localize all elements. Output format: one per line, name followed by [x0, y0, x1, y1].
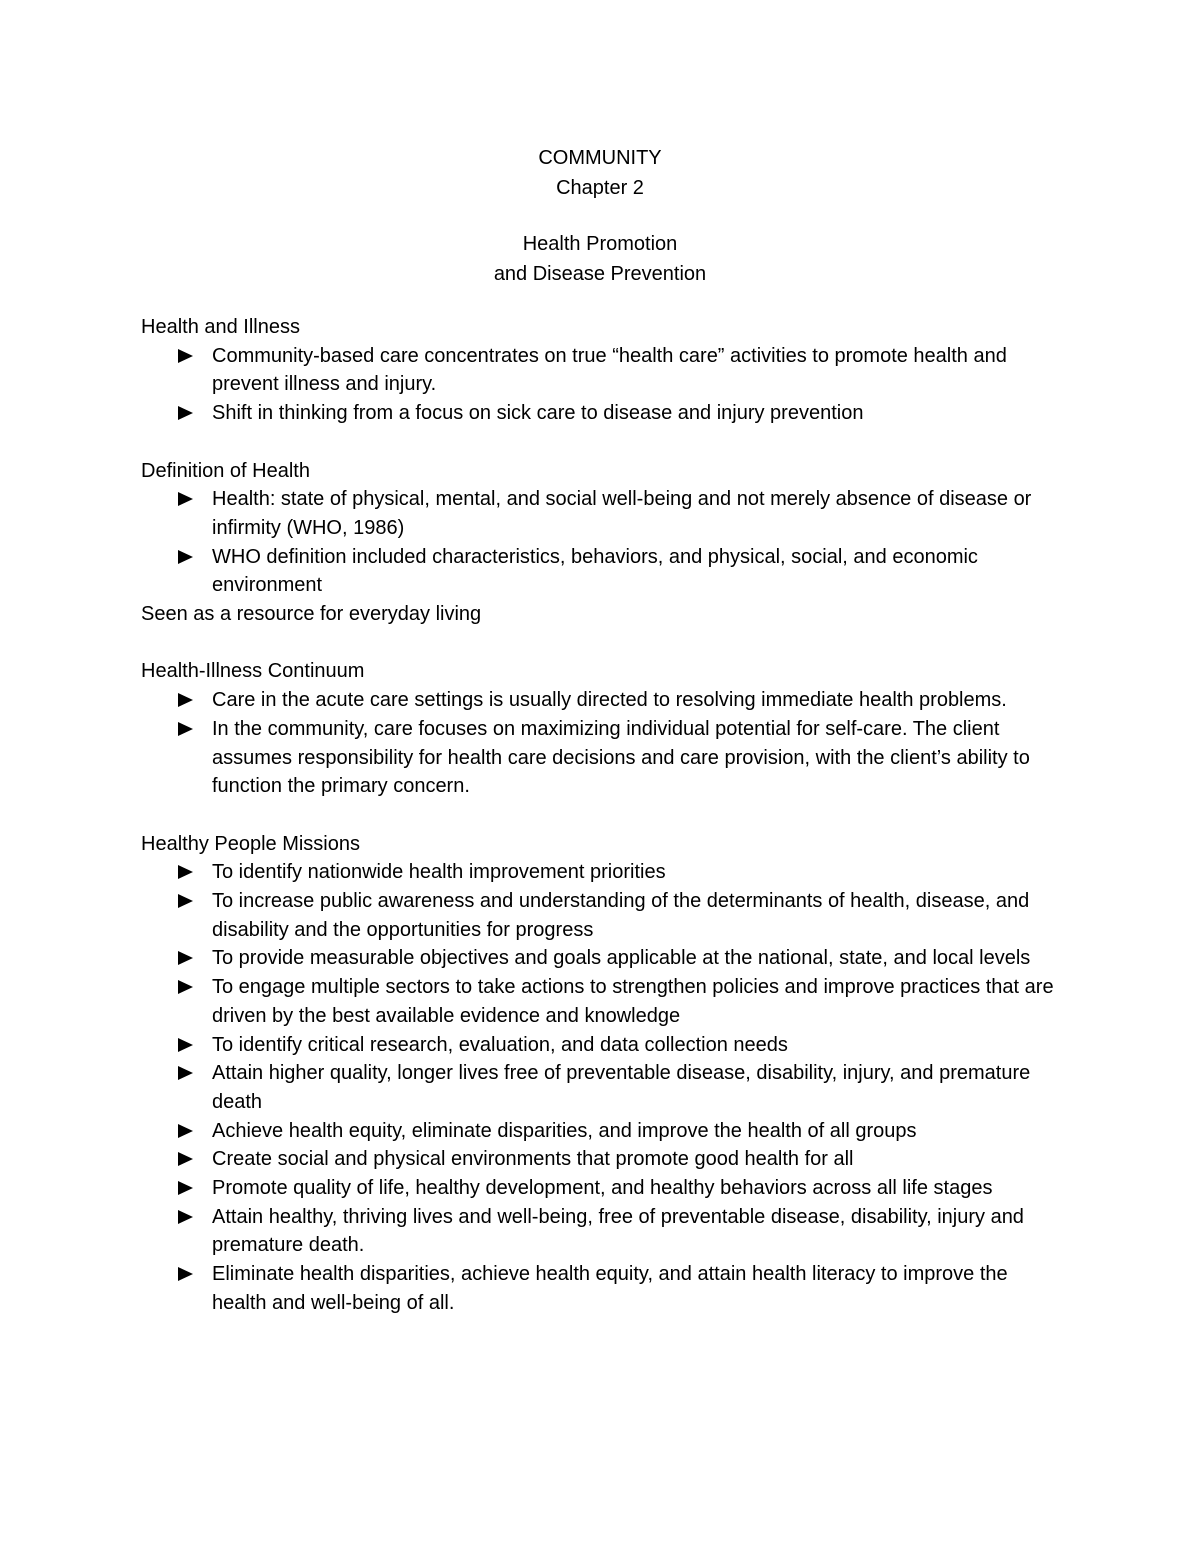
- list-item-text: Create social and physical environments that promote good health for all: [212, 1148, 854, 1171]
- list-item: [141, 858, 1066, 887]
- list-item-text: To identify nationwide health improvement priorities: [212, 861, 666, 884]
- document-title: COMMUNITY: [538, 147, 662, 169]
- arrow-bullet-icon: [178, 349, 193, 363]
- list-item: [141, 1031, 1066, 1060]
- arrow-bullet-icon: [178, 1181, 193, 1195]
- arrow-bullet-icon: [178, 894, 193, 908]
- arrow-bullet-icon: [178, 492, 193, 506]
- chapter-title-line-1: Health Promotion: [522, 233, 678, 255]
- chapter-title-line-2: and Disease Prevention: [493, 263, 707, 285]
- section-health-and-illness: [141, 313, 1066, 428]
- list-item: [141, 1203, 1066, 1260]
- arrow-bullet-icon: [178, 1066, 193, 1080]
- bullet-list: [141, 858, 1066, 1317]
- arrow-bullet-icon: [178, 1267, 193, 1281]
- list-item: [141, 485, 1066, 542]
- title-spacer: [0, 203, 1200, 229]
- list-item-text: To increase public awareness and understanding of the determinants of health, disease, and disability and the opportunities for progress: [212, 890, 1030, 941]
- list-item: [141, 973, 1066, 1030]
- list-item: [141, 1260, 1066, 1317]
- bullet-list: [141, 485, 1066, 600]
- chapter-label: Chapter 2: [556, 177, 644, 199]
- list-item-text: Attain healthy, thriving lives and well-being, free of preventable disease, disability, injury and premature death.: [212, 1205, 1024, 1257]
- section-heading: Healthy People Missions: [141, 832, 360, 855]
- list-item-text: Community-based care concentrates on true “health care” activities to promote health and prevent illness and injury.: [212, 344, 1007, 396]
- list-item: [141, 1145, 1066, 1174]
- document-title-block: [0, 143, 1200, 289]
- list-item-text: To provide measurable objectives and goals applicable at the national, state, and local levels: [212, 947, 1031, 970]
- section-heading: Health-Illness Continuum: [141, 660, 365, 683]
- list-item-text: Health: state of physical, mental, and social well-being and not merely absence of disease or infirmity (WHO, 1986): [212, 488, 1032, 539]
- section-health-illness-continuum: [141, 657, 1066, 801]
- section-note: Seen as a resource for everyday living: [141, 603, 482, 626]
- section-healthy-people-missions: [141, 830, 1066, 1318]
- arrow-bullet-icon: [178, 951, 193, 965]
- list-item-text: In the community, care focuses on maximizing individual potential for self-care. The client assumes responsibility for health care decisions and care provision, with the client’s ability to function the primary concern.: [212, 717, 1030, 798]
- bullet-list: [141, 686, 1066, 801]
- section-definition-of-health: [141, 457, 1066, 629]
- bullet-list: [141, 342, 1066, 428]
- section-heading: Health and Illness: [141, 316, 300, 338]
- list-item: [141, 944, 1066, 973]
- section-heading: Definition of Health: [141, 459, 310, 482]
- list-item-text: Shift in thinking from a focus on sick care to disease and injury prevention: [212, 402, 864, 425]
- arrow-bullet-icon: [178, 865, 193, 879]
- arrow-bullet-icon: [178, 406, 193, 420]
- document-body: [141, 313, 1066, 1318]
- arrow-bullet-icon: [178, 693, 193, 707]
- list-item-text: Achieve health equity, eliminate disparities, and improve the health of all groups: [212, 1119, 917, 1142]
- arrow-bullet-icon: [178, 722, 193, 736]
- list-item: [141, 1117, 1066, 1146]
- list-item-text: To identify critical research, evaluation, and data collection needs: [212, 1033, 788, 1056]
- arrow-bullet-icon: [178, 1152, 193, 1166]
- arrow-bullet-icon: [178, 1210, 193, 1224]
- list-item-text: To engage multiple sectors to take actions to strengthen policies and improve practices that are driven by the best available evidence and knowledge: [212, 976, 1054, 1027]
- list-item: [141, 686, 1066, 715]
- list-item: [141, 887, 1066, 944]
- list-item: [141, 543, 1066, 600]
- list-item-text: WHO definition included characteristics, behaviors, and physical, social, and economic environment: [212, 545, 978, 597]
- list-item: [141, 715, 1066, 801]
- list-item: [141, 1059, 1066, 1116]
- list-item-text: Eliminate health disparities, achieve health equity, and attain health literacy to improve the health and well-being of all.: [212, 1263, 1008, 1314]
- list-item-text: Attain higher quality, longer lives free of preventable disease, disability, injury, and premature death: [212, 1062, 1031, 1113]
- list-item: [141, 342, 1066, 399]
- arrow-bullet-icon: [178, 980, 193, 994]
- list-item: [141, 399, 1066, 428]
- list-item: [141, 1174, 1066, 1203]
- list-item-text: Care in the acute care settings is usually directed to resolving immediate health problems.: [212, 689, 1007, 712]
- arrow-bullet-icon: [178, 1124, 193, 1138]
- arrow-bullet-icon: [178, 550, 193, 564]
- arrow-bullet-icon: [178, 1038, 193, 1052]
- list-item-text: Promote quality of life, healthy development, and healthy behaviors across all life stages: [212, 1177, 993, 1200]
